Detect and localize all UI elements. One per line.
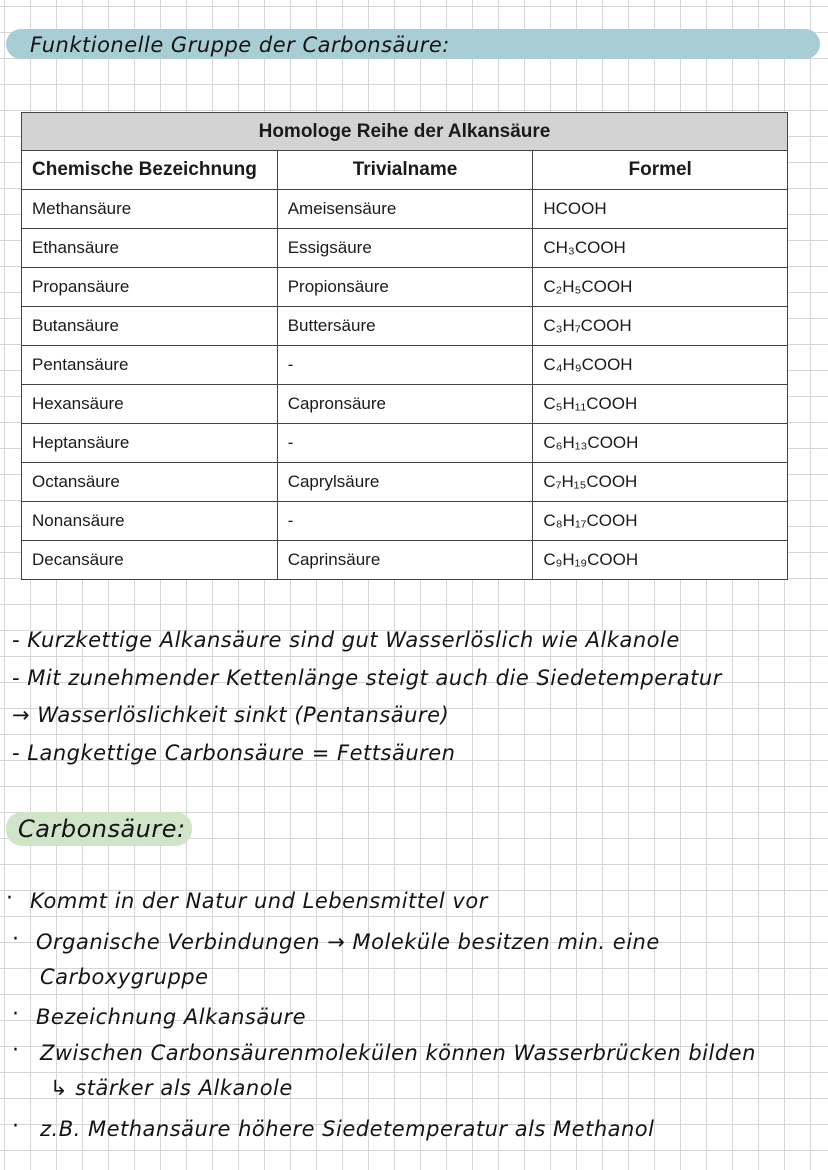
cell-formula: C₅H₁₁COOH bbox=[533, 385, 788, 424]
bullet-dot: · bbox=[12, 1002, 20, 1027]
cell-name: Octansäure bbox=[22, 463, 278, 502]
column-header: Chemische Bezeichnung bbox=[22, 151, 278, 190]
table-row bbox=[22, 268, 788, 307]
bullet-dot: · bbox=[6, 886, 14, 911]
cell-name: Decansäure bbox=[22, 541, 278, 580]
bullet-dot: · bbox=[12, 927, 20, 952]
bullet-dot: · bbox=[12, 1038, 20, 1063]
note-line: - Kurzkettige Alkansäure sind gut Wasserlöslich wie Alkanole bbox=[12, 628, 680, 652]
cell-formula: C₄H₉COOH bbox=[533, 346, 788, 385]
cell-formula: C₇H₁₅COOH bbox=[533, 463, 788, 502]
table-row bbox=[22, 229, 788, 268]
cell-name: Pentansäure bbox=[22, 346, 278, 385]
column-header: Trivialname bbox=[277, 151, 533, 190]
cell-formula: C₆H₁₃COOH bbox=[533, 424, 788, 463]
note-line: - Langkettige Carbonsäure = Fettsäuren bbox=[12, 741, 456, 765]
note-line: - Mit zunehmender Kettenlänge steigt auch die Siedetemperatur bbox=[12, 666, 722, 690]
cell-name: Nonansäure bbox=[22, 502, 278, 541]
cell-trivial: Capronsäure bbox=[277, 385, 533, 424]
bullet-item-continued: Carboxygruppe bbox=[40, 965, 209, 989]
table-row bbox=[22, 541, 788, 580]
table-row bbox=[22, 385, 788, 424]
homologous-series-table bbox=[21, 112, 788, 580]
cell-name: Propansäure bbox=[22, 268, 278, 307]
bullet-item: Zwischen Carbonsäurenmolekülen können Wasserbrücken bilden bbox=[40, 1041, 756, 1065]
table-row bbox=[22, 346, 788, 385]
cell-trivial: Essigsäure bbox=[277, 229, 533, 268]
cell-formula: C₉H₁₉COOH bbox=[533, 541, 788, 580]
cell-trivial: Caprinsäure bbox=[277, 541, 533, 580]
cell-trivial: Ameisensäure bbox=[277, 190, 533, 229]
cell-name: Hexansäure bbox=[22, 385, 278, 424]
heading-functional-group: Funktionelle Gruppe der Carbonsäure: bbox=[30, 33, 450, 57]
cell-name: Ethansäure bbox=[22, 229, 278, 268]
cell-trivial: - bbox=[277, 346, 533, 385]
cell-trivial: Buttersäure bbox=[277, 307, 533, 346]
cell-formula: HCOOH bbox=[533, 190, 788, 229]
table-row bbox=[22, 190, 788, 229]
cell-trivial: Caprylsäure bbox=[277, 463, 533, 502]
cell-formula: C₈H₁₇COOH bbox=[533, 502, 788, 541]
bullet-item: Organische Verbindungen → Moleküle besitzen min. eine bbox=[36, 930, 660, 954]
cell-name: Heptansäure bbox=[22, 424, 278, 463]
note-line: → Wasserlöslichkeit sinkt (Pentansäure) bbox=[12, 703, 450, 727]
cell-trivial: - bbox=[277, 424, 533, 463]
table-title: Homologe Reihe der Alkansäure bbox=[22, 113, 788, 151]
cell-trivial: Propionsäure bbox=[277, 268, 533, 307]
table-row bbox=[22, 463, 788, 502]
cell-name: Butansäure bbox=[22, 307, 278, 346]
cell-formula: CH₃COOH bbox=[533, 229, 788, 268]
cell-formula: C₂H₅COOH bbox=[533, 268, 788, 307]
bullet-item: Bezeichnung Alkansäure bbox=[36, 1005, 307, 1029]
cell-name: Methansäure bbox=[22, 190, 278, 229]
bullet-dot: · bbox=[12, 1114, 20, 1139]
table-row bbox=[22, 502, 788, 541]
bullet-item: Kommt in der Natur und Lebensmittel vor bbox=[30, 889, 488, 913]
heading-carboxylic-acid: Carbonsäure: bbox=[18, 815, 186, 843]
table-row bbox=[22, 424, 788, 463]
table-row bbox=[22, 307, 788, 346]
cell-trivial: - bbox=[277, 502, 533, 541]
cell-formula: C₃H₇COOH bbox=[533, 307, 788, 346]
column-header: Formel bbox=[533, 151, 788, 190]
bullet-subitem: ↳ stärker als Alkanole bbox=[50, 1076, 293, 1100]
bullet-item: z.B. Methansäure höhere Siedetemperatur als Methanol bbox=[40, 1117, 655, 1141]
